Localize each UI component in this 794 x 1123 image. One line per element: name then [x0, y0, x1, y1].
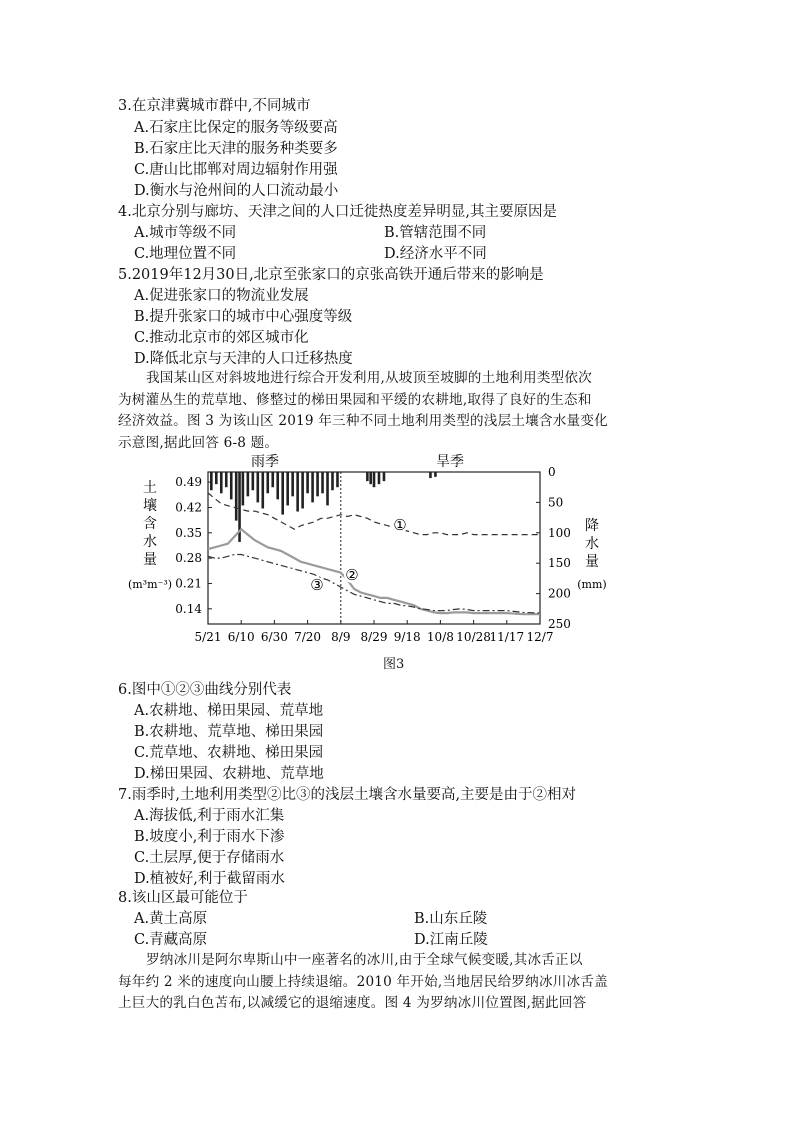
q3-option-a: A.石家庄比保定的服务等级要高 — [134, 120, 338, 136]
passage-6-8-line-1: 我国某山区对斜坡地进行综合开发利用,从坡顶至坡脚的土地利用类型依次 — [146, 370, 592, 386]
precipitation-bar — [225, 472, 228, 487]
left-axis-unit: (m³m⁻³) — [127, 578, 173, 591]
q6-option-d: D.梯田果园、农耕地、荒草地 — [134, 766, 324, 782]
precipitation-bar — [369, 472, 372, 484]
left-axis-tick-label: 0.14 — [175, 601, 202, 616]
right-axis-tick-label: 150 — [548, 556, 571, 571]
x-axis-tick-label: 8/29 — [360, 630, 388, 644]
precipitation-bar — [306, 472, 309, 493]
x-axis-tick-label: 10/28 — [456, 630, 491, 644]
x-axis-tick-label: 9/18 — [393, 630, 421, 644]
series-marker-label-3: ③ — [310, 576, 324, 594]
right-axis-tick-label: 50 — [548, 495, 564, 510]
q7-option-a: A.海拔低,利于雨水汇集 — [134, 808, 285, 824]
precipitation-bar — [321, 472, 324, 493]
precipitation-bar — [242, 472, 245, 505]
question-4: 4.北京分别与廊坊、天津之间的人口迁徙热度差异明显,其主要原因是 — [118, 204, 557, 220]
q3-option-d: D.衡水与沧州间的人口流动最小 — [134, 183, 339, 199]
series-marker-label-1: ① — [393, 516, 407, 534]
precipitation-bar — [326, 472, 329, 505]
q8-option-c: C.青藏高原 — [134, 932, 208, 948]
left-axis-label-char: 量 — [143, 552, 157, 568]
right-axis-label-char: 降 — [585, 518, 599, 534]
question-5: 5.2019年12月30日,北京至张家口的京张高铁开通后带来的影响是 — [118, 267, 544, 283]
passage-6-8 — [118, 368, 678, 454]
series-line-2 — [208, 529, 540, 614]
q5-option-b: B.提升张家口的城市中心强度等级 — [134, 309, 353, 325]
precipitation-bar — [316, 472, 319, 496]
precipitation-bar — [210, 472, 213, 490]
q4-option-c: C.地理位置不同 — [134, 246, 237, 262]
q7-option-d: D.植被好,利于截留雨水 — [134, 871, 285, 887]
precipitation-bar — [235, 472, 238, 521]
left-axis-tick-label: 0.42 — [175, 500, 202, 515]
precipitation-bar — [434, 472, 437, 477]
question-6: 6.图中①②③曲线分别代表 — [118, 682, 292, 698]
q3-option-b: B.石家庄比天津的服务种类要多 — [134, 141, 338, 157]
right-axis-label-char: 量 — [585, 554, 599, 570]
precipitation-bar — [429, 472, 432, 478]
right-axis-unit: (mm) — [577, 578, 607, 591]
left-axis-tick-label: 0.28 — [175, 551, 202, 566]
right-axis-tick-label: 100 — [548, 525, 571, 540]
q5-option-a: A.促进张家口的物流业发展 — [134, 288, 309, 304]
q4-option-a: A.城市等级不同 — [134, 225, 237, 241]
passage-6-8-line-3: 经济效益。图 3 为该山区 2019 年三种不同土地利用类型的浅层土壤含水量变化 — [118, 413, 608, 429]
season-label-dry: 旱季 — [436, 454, 464, 470]
precipitation-bar — [215, 472, 218, 484]
precipitation-bar — [373, 472, 376, 487]
passage-9-line-3: 上巨大的乳白色苫布,以减缓它的退缩速度。图 4 为罗纳冰川位置图,据此回答 — [118, 995, 587, 1011]
precipitation-bar — [271, 472, 274, 487]
precipitation-bar — [366, 472, 369, 481]
x-axis-tick-label: 5/21 — [194, 630, 222, 644]
right-axis-label-char: 水 — [585, 536, 599, 552]
left-axis-label-char: 土 — [143, 480, 157, 496]
precipitation-bar — [257, 472, 260, 502]
precipitation-bar — [220, 472, 223, 493]
x-axis-tick-label: 8/9 — [331, 630, 351, 644]
q5-option-c: C.推动北京市的郊区城市化 — [134, 330, 309, 346]
q6-option-a: A.农耕地、梯田果园、荒草地 — [134, 703, 324, 719]
x-axis-tick-label: 11/17 — [489, 630, 525, 644]
question-7: 7.雨季时,土地利用类型②比③的浅层土壤含水量要高,主要是由于②相对 — [118, 787, 577, 803]
precipitation-bar — [252, 472, 255, 490]
question-8: 8.该山区最可能位于 — [118, 890, 248, 906]
q6-option-b: B.农耕地、荒草地、梯田果园 — [134, 724, 324, 740]
q3-option-c: C.唐山比邯郸对周边辐射作用强 — [134, 162, 338, 178]
precipitation-bar — [261, 472, 264, 508]
left-axis-label-char: 水 — [143, 534, 157, 550]
precipitation-bar — [286, 472, 289, 505]
q8-option-a: A.黄土高原 — [134, 911, 208, 927]
passage-9-line-2: 每年约 2 米的速度向山腰上持续退缩。2010 年开始,当地居民给罗纳冰川冰舌盖 — [118, 973, 608, 990]
q7-option-b: B.坡度小,利于雨水下渗 — [134, 829, 285, 845]
right-axis-tick-label: 200 — [548, 586, 571, 601]
left-axis-tick-label: 0.35 — [175, 525, 202, 540]
season-label-rainy: 雨季 — [251, 454, 279, 470]
left-axis-tick-label: 0.21 — [175, 576, 202, 591]
passage-6-8-line-2: 为树灌丛生的荒草地、修整过的梯田果园和平缓的农耕地,取得了良好的生态和 — [118, 391, 592, 408]
q7-option-c: C.土层厚,便于存储雨水 — [134, 850, 285, 866]
q8-option-d: D.江南丘陵 — [414, 932, 488, 948]
precipitation-bar — [336, 472, 339, 487]
q4-option-b: B.管辖范围不同 — [384, 225, 487, 241]
q5-option-d: D.降低北京与天津的人口迁移热度 — [134, 351, 353, 367]
passage-9 — [118, 950, 678, 1015]
precipitation-bar — [296, 472, 299, 512]
left-axis-label-char: 含 — [143, 516, 157, 532]
question-3: 3.在京津冀城市群中,不同城市 — [118, 98, 311, 114]
figure-3-chart — [0, 452, 794, 672]
left-axis-tick-label: 0.49 — [175, 475, 202, 490]
precipitation-bar — [291, 472, 294, 496]
precipitation-bar — [266, 472, 269, 493]
left-axis-label-char: 壤 — [143, 498, 157, 514]
x-axis-tick-label: 6/10 — [227, 630, 255, 644]
x-axis-tick-label: 12/7 — [526, 630, 554, 644]
series-marker-label-2: ② — [345, 566, 359, 584]
x-axis-tick-label: 7/20 — [294, 630, 322, 644]
passage-9-line-1: 罗纳冰川是阿尔卑斯山中一座著名的冰川,由于全球气候变暖,其冰舌正以 — [146, 952, 583, 968]
right-axis-tick-label: 250 — [548, 617, 571, 631]
q8-option-b: B.山东丘陵 — [414, 911, 488, 927]
series-line-3 — [208, 555, 540, 614]
precipitation-bar — [378, 472, 381, 484]
q4-option-d: D.经济水平不同 — [384, 246, 487, 262]
precipitation-bar — [311, 472, 314, 502]
precipitation-bar — [247, 472, 250, 496]
precipitation-bar — [281, 472, 284, 515]
precipitation-bar — [230, 472, 233, 499]
x-axis-tick-label: 10/8 — [426, 630, 454, 644]
x-axis-tick-label: 6/30 — [260, 630, 288, 644]
precipitation-bar — [301, 472, 304, 508]
precipitation-bar — [383, 472, 386, 481]
figure-3-caption: 图3 — [383, 657, 405, 672]
right-axis-tick-label: 0 — [548, 465, 556, 479]
precipitation-bar — [276, 472, 279, 499]
passage-6-8-line-4: 示意图,据此回答 6-8 题。 — [118, 434, 279, 451]
q6-option-c: C.荒草地、农耕地、梯田果园 — [134, 745, 324, 761]
precipitation-bar — [331, 472, 334, 490]
